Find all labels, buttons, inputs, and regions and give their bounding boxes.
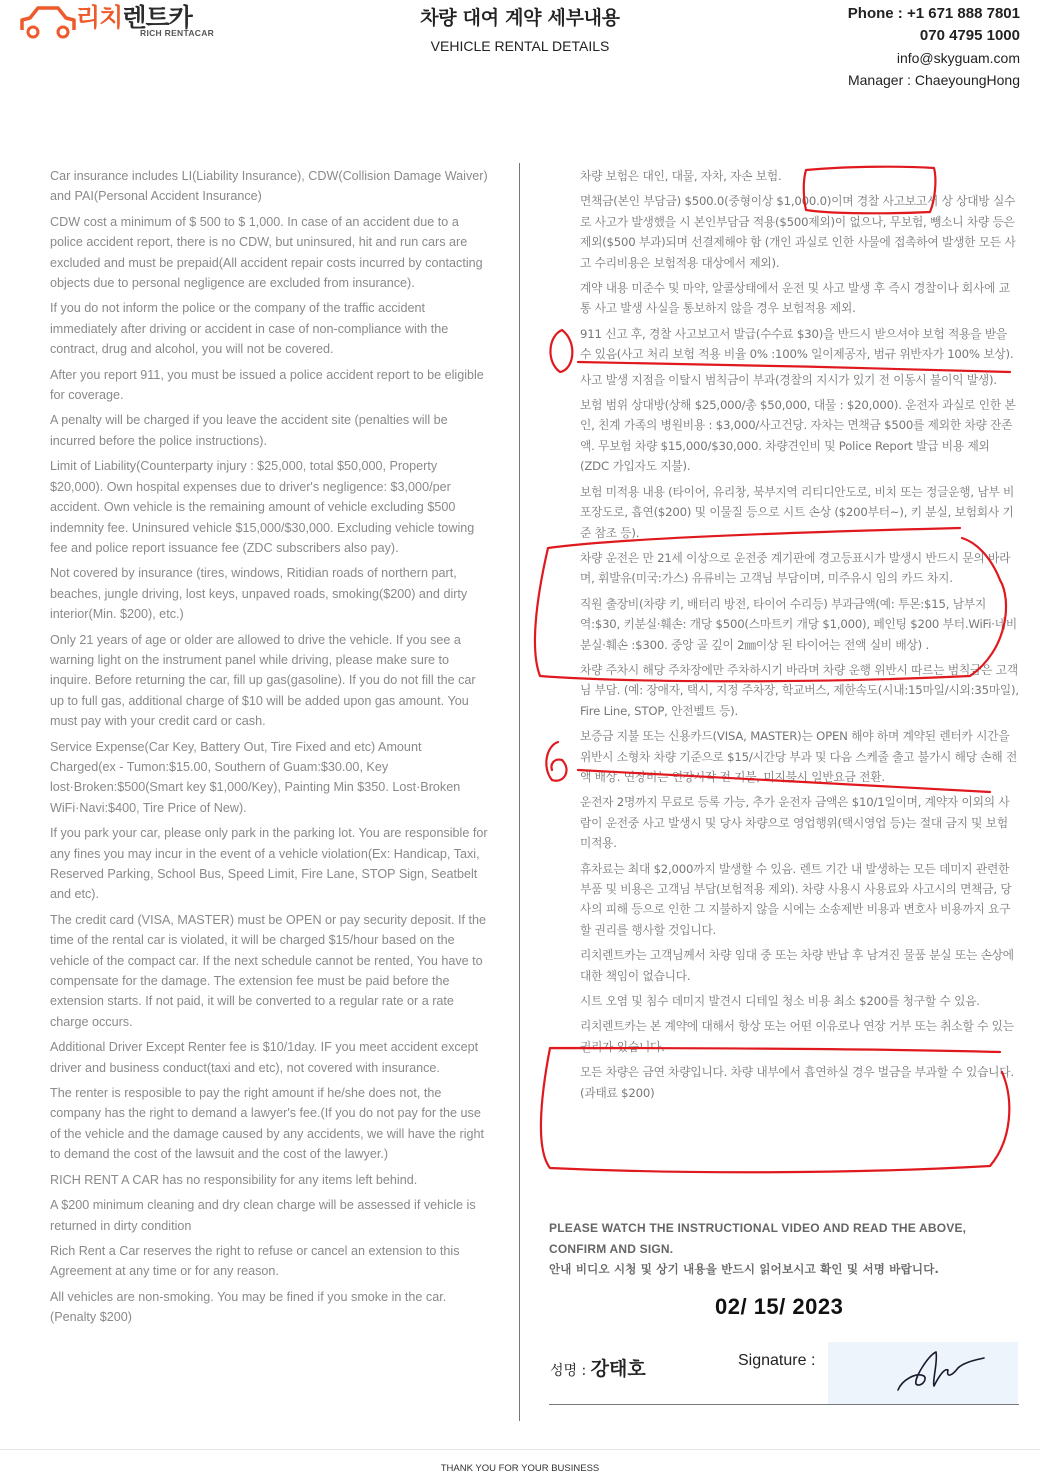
term-ko-8: 차량 운전은 만 21세 이상으로 운전중 계기판에 경고등표시가 발생시 반드시 문의 바라며, 휘발유(미국:가스) 유류비는 고객님 부담이며, 미주유시 임의 카드 차지. (580, 550, 1011, 586)
contact-phone: Phone : +1 671 888 7801 (847, 5, 1020, 22)
signature-label: Signature : (738, 1352, 816, 1369)
term-en-7: Not covered by insurance (tires, windows, Ritidian roads of northern part, beaches, jungle driving, lost keys, unpaved roads, smoking($200) and dirty interior(Min. $200), etc.) (50, 566, 468, 622)
instruction-notice (549, 1218, 1009, 1280)
term-en-4: After you report 911, you must be issued a police accident report to be eligible for coverage. (50, 367, 484, 403)
term-en-8: Only 21 years of age or older are allowed to drive the vehicle. If you see a warning light on the instrument panel while driving, please make sure to inquire. Before returning the car, fill up gas(gasoline). If you do not fill the car up to full gas, additional charge of $10 will be added upon gas amount. You must pay with your credit card or cash. (50, 632, 476, 729)
contact-email: info@skyguam.com (896, 50, 1020, 66)
contact-block (848, 3, 1020, 91)
document-header (0, 0, 1040, 110)
terms-korean (580, 166, 1020, 1108)
terms-english (50, 166, 490, 1333)
term-ko-12: 운전자 2명까지 무료로 등록 가능, 추가 운전자 금액은 $10/1일이며, 계약자 이외의 사람이 운전중 사고 발생시 및 당사 차량으로 영업행위(택시영업 등)는 절대 금지 및 보험 미적용. (580, 795, 1010, 851)
term-ko-2: 면책금(본인 부담금) $500.0(중형이상 $1,000.0)이며 경찰 사고보고서 상 상대방 실수로 사고가 발생했을 시 본인부담금 적용($500제외)이 없으나, 무보험, 뺑소니 차량 등은 제외($500 부과)되며 선결제해야 함 (개인 과실로 인한 사물에 접촉하여 발생한 모든 사고 수리비용은 보험적용 대상에서 제외). (580, 194, 1016, 270)
term-en-10: If you park your car, please only park in the parking lot. You are responsible for any fines you may incur in the event of a vehicle violation(Ex: Handicap, Taxi, Reserved Parking, School Bus, Speed Limit, Fire Lane, STOP Sign, Seatbelt and etc). (50, 826, 488, 902)
annotation-six (546, 742, 566, 781)
term-ko-6: 보험 범위 상대방(상해 $25,000/총 $50,000, 대물 : $20,000). 운전자 과실로 인한 본인, 친계 가족의 병원비용 : $3,000/사고건당. 자차는 면책금 $500를 제외한 차량 잔존액. 무보험 차량 $15,000/$30,000. 차량견인비 및 Police Report 발급 비용 제외 (ZDC 가입자도 지불). (580, 398, 1016, 474)
term-ko-16: 리치렌트카는 본 계약에 대해서 항상 또는 어떤 이유로나 연장 거부 또는 취소할 수 있는 권리가 있습니다. (580, 1019, 1014, 1054)
term-ko-1: 차량 보험은 대인, 대물, 자차, 자손 보험. (580, 169, 782, 183)
notice-english: PLEASE WATCH THE INSTRUCTIONAL VIDEO AND READ THE ABOVE, CONFIRM AND SIGN. (549, 1221, 967, 1256)
term-ko-5: 사고 발생 지점을 이탈시 범칙금이 부과(경찰의 지시가 있기 전 이동시 불이익 발생). (580, 372, 997, 387)
contact-manager: Manager : ChaeyoungHong (847, 72, 1020, 88)
term-ko-15: 시트 오염 및 침수 데미지 발견시 디테일 청소 비용 최소 $200를 청구할 수 있음. (580, 994, 980, 1009)
term-ko-7: 보험 미적용 내용 (타이어, 유리창, 북부지역 리티디안도로, 비치 또는 정글운행, 남부 비포장도로, 흡연($200) 및 이물질 등으로 시트 손상 ($200부터~), 키 분실, 보험회사 기준 참조 등). (580, 484, 1015, 540)
footer-text: THANK YOU FOR YOUR BUSINESS (440, 1463, 600, 1474)
term-en-2: CDW cost a minimum of $ 500 to $ 1,000. In case of an accident due to a police accident report, there is no CDW, but uninsured, hit and run cars are excluded and must be prepaid(All accident repair costs incurred by contacting objects due to personal negligence are excluded from insurance). (50, 214, 483, 291)
signature-underline (549, 1404, 1019, 1405)
name-value: 강태호 (590, 1358, 646, 1380)
term-ko-9: 직원 출장비(차량 키, 배터리 방전, 타이어 수리등) 부과금액(예: 투몬:$15, 남부지역:$30, 키분실·훼손: 개당 $500(스마트키 개당 $1,000), 페인팅 $200 부터.WiFi·네비 분실·훼손 :$300. 중앙 골 깊이 2㎜이상 된 타이어는 전액 실비 배상) . (580, 596, 1017, 652)
term-en-9: Service Expense(Car Key, Battery Out, Tire Fixed and etc) Amount Charged(ex - Tumon:$15.00, Southern of Guam:$30.00, Key lost·Broken:$500(Smart key $1,000/Key), Painting Min $350. Lost·Broken WiFi·Navi:$400, Tire Price of New). (50, 739, 461, 815)
term-ko-13: 휴차료는 최대 $2,000까지 발생할 수 있음. 렌트 기간 내 발생하는 모든 데미지 관련한 부품 및 비용은 고객님 부담(보험적용 제외). 차량 사용시 사용료와 사고시의 면책금, 당사의 피해 등으로 인한 그 지불하지 않을 시에는 소송제반 비용과 변호사 비용까지 요구할 권리를 행사할 것입니다. (580, 861, 1012, 937)
term-en-17: All vehicles are non-smoking. You may be fined if you smoke in the car. (Penalty $200) (50, 1289, 447, 1325)
logo-text-rentacar: 렌트카 (122, 3, 192, 32)
term-en-5: A penalty will be charged if you leave the accident site (penalties will be incurred before the police instructions). (50, 413, 448, 448)
term-en-6: Limit of Liability(Counterparty injury : $25,000, total $50,000, Property $20,000). Own hospital expenses due to driver's negligence: $3,000/per accident. Own vehicle is the remaining amount of vehicle excluding $500 indemnity fee. Uninsured vehicle $15,000/$30,000. Excluding vehicle towing fee and police report issuance fee (ZDC subscribers also pay). (50, 459, 475, 555)
footer-divider (0, 1449, 1040, 1450)
term-ko-14: 리치렌트카는 고객님께서 차량 임대 중 또는 차량 반납 후 남겨진 물품 분실 또는 손상에 대한 책임이 없습니다. (580, 948, 1014, 983)
contract-date: 02/ 15/ 2023 (715, 1294, 844, 1319)
term-en-3: If you do not inform the police or the company of the traffic accident immediately after driving or accident in case of non-compliance with the contract, drug and alcohol, you will not be covered. (50, 301, 449, 357)
term-ko-3: 계약 내용 미준수 및 마약, 알콜상태에서 운전 및 사고 발생 후 즉시 경찰이나 회사에 교통 사고 발생 사실을 통보하지 않을 경우 보험적용 제외. (580, 281, 1010, 316)
annotation-circle-1 (550, 330, 572, 372)
term-ko-4: 911 신고 후, 경찰 사고보고서 발급(수수료 $30)을 반드시 받으셔야 보험 적용을 받을 수 있음(사고 처리 보험 적용 비율 0% :100% 일이제공자, 범규 위반자가 100% 보상). (580, 326, 1014, 362)
signature-field[interactable] (828, 1342, 1018, 1404)
name-label: 성명 : (550, 1363, 591, 1379)
term-en-1: Car insurance includes LI(Liability Insurance), CDW(Collision Damage Waiver) and PAI(Personal Accident Insurance) (50, 169, 488, 204)
logo-text-rich: 리치 (76, 3, 123, 32)
term-en-14: RICH RENT A CAR has no responsibility for any items left behind. (50, 1172, 418, 1187)
title-english: VEHICLE RENTAL DETAILS (430, 38, 610, 54)
contact-phone2: 070 4795 1000 (919, 27, 1020, 44)
term-en-15: A $200 minimum cleaning and dry clean charge will be assessed if vehicle is returned in dirty condition (50, 1198, 476, 1233)
term-en-16: Rich Rent a Car reserves the right to refuse or cancel an extension to this Agreement at any time or for any reason. (50, 1243, 460, 1279)
notice-korean: 안내 비디오 시청 및 상기 내용을 반드시 읽어보시고 확인 및 서명 바랍니다. (549, 1262, 940, 1276)
term-ko-10: 차량 주차시 해당 주차장에만 주차하시기 바라며 차량 운행 위반시 따르는 범칙금은 고객님 부담. (예: 장애자, 택시, 지정 주차장, 학교버스, 제한속도(시내:15마일/시외:35마일), Fire Line, STOP, 안전벨트 등). (580, 662, 1019, 718)
term-ko-11: 보증금 지불 또는 신용카드(VISA, MASTER)는 OPEN 해야 하며 계약된 렌터카 시간을 위반시 소형차 차량 기준으로 $15/시간당 부과 및 다음 스케줄 출고 불가시 해당 손해 전액 배상. 연장비는 연장시작 전 지불, 미지불시 일반요금 전환. (580, 729, 1018, 784)
term-en-11: The credit card (VISA, MASTER) must be OPEN or pay security deposit. If the time of the rental car is violated, it will be charged $15/hour based on the vehicle of the compact car. If the next schedule cannot be rented, You have to compensate for the damage. The extension fee must be paid before the extension starts. If not paid, it will be converted to a regular rate or a rate charge occurs. (50, 912, 487, 1029)
title-korean: 차량 대여 계약 세부내용 (420, 7, 620, 29)
term-ko-17: 모든 차량은 금연 차량입니다. 차량 내부에서 흡연하실 경우 벌금을 부과할 수 있습니다. (과태료 $200) (580, 1065, 1014, 1100)
renter-name (550, 1354, 646, 1381)
handwritten-signature (828, 1342, 1018, 1404)
term-en-12: Additional Driver Except Renter fee is $10/1day. IF you meet accident except driver and business conduct(taxi and etc), not covered with insurance. (50, 1040, 479, 1075)
term-en-13: The renter is resposible to pay the right amount if he/she does not, the company has the right to demand a lawyer's fee.(If you do not pay for the use of the vehicle and the damage caused by any accidents, we will have the right to demand the cost of the lawsuit and the cost of the lawyer.) (50, 1086, 485, 1162)
logo-subtitle: RICH RENTACAR (140, 28, 215, 38)
column-divider (519, 163, 520, 1421)
